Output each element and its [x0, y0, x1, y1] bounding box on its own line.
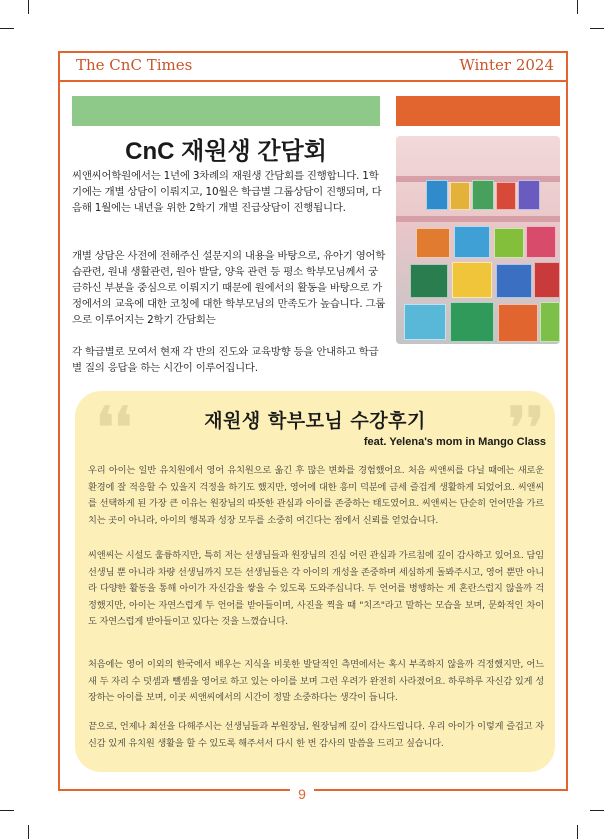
article-title: CnC 재원생 간담회: [125, 138, 327, 165]
crop-mark: [577, 825, 578, 839]
page-number: [0, 786, 604, 802]
publication-name: The CnC Times: [76, 56, 193, 74]
review-byline: feat. Yelena's mom in Mango Class: [363, 436, 546, 448]
review-paragraph: 끝으로, 언제나 최선을 다해주시는 선생님들과 부원장님, 원장님께 깊이 감사드립니다. 우리 아이가 이렇게 즐겁고 자신감 있게 유치원 생활을 할 수 있도록 해주셔서 다시 한 번 감사의 말씀을 드리고 싶습니다.: [88, 721, 544, 749]
article-paragraph: 개별 상담은 사전에 전해주신 설문지의 내용을 바탕으로, 유아기 영어학습관련, 원내 생활관련, 원아 발달, 양육 관련 등 평소 학부모님께서 궁금하신 부분을 중심으로 이뤄지기 때문에 원에서의 활동을 바탕으로 가정에서의 교육에 대한 코칭에 대한 학부모님의 만족도가 높습니다. 그룹으로 이루어지는 2학기 간담회는: [72, 250, 386, 326]
page-number-label: 9: [290, 786, 314, 802]
crop-mark: [28, 0, 29, 14]
review-paragraph: 처음에는 영어 이외의 한국에서 배우는 지식을 비롯한 발달적인 측면에서는 혹시 부족하지 않을까 걱정했지만, 어느새 두 자리 수 덧셈과 뺄셈을 영어로 하고 있는 아이를 보며 그런 우려가 완전히 사라졌어요. 하루하루 자신감 있게 성장하는 아이를 보며, 이곳 씨앤씨에서의 시간이 정말 소중하다는 생각이 듭니다.: [88, 659, 544, 703]
close-quote-icon: ❜❜: [508, 395, 545, 461]
orange-accent-bar: [396, 96, 560, 126]
crop-mark: [590, 28, 604, 29]
masthead-divider: [58, 80, 568, 82]
review-paragraph: 씨앤씨는 시설도 훌륭하지만, 특히 저는 선생님들과 원장님의 진심 어린 관심과 가르침에 깊이 감사하고 있어요. 담임선생님 뿐 아니라 차량 선생님까지 모든 선생님들은 각 아이의 개성을 존중하며 세심하게 돌봐주시고, 영어 뿐만 아니라 다양한 활동을 통해 아이가 자신감을 쌓을 수 있도록 도와주십니다. 두 언어를 병행하는 게 혼란스럽지 않을까 걱정했지만, 아이는 자연스럽게 두 언어를 받아들이며, 사진을 찍을 때 "치즈"라고 말하는 모습을 보며, 문화적인 차이도 자연스럽게 받아들이고 있다는 것을 느꼈습니다.: [88, 550, 544, 627]
review-paragraph: 우리 아이는 일반 유치원에서 영어 유치원으로 옮긴 후 많은 변화를 경험했어요. 처음 씨앤씨를 다닐 때에는 새로운 환경에 잘 적응할 수 있을지 걱정을 하기도 했지만, 영어에 대한 흥미 덕분에 금세 즐겁게 생활하게 되었어요. 씨앤씨를 선택하게 된 가장 큰 이유는 원장님의 따뜻한 관심과 아이를 존중하는 태도였어요. 씨앤씨는 단순히 언어만을 가르치는 곳이 아니라, 아이의 행복과 성장 모두를 소중히 여긴다는 점에서 신뢰를 얻었습니다.: [88, 465, 544, 526]
crop-mark: [0, 28, 14, 29]
crop-mark: [28, 825, 29, 839]
crop-mark: [590, 810, 604, 811]
open-quote-icon: ❛❛: [96, 395, 133, 461]
article-paragraph: 씨앤씨어학원에서는 1년에 3차례의 재원생 간담회를 진행합니다. 1학기에는 개별 상담이 이뤄지고, 10월은 학급별 그룹상담이 진행되며, 다음해 1월에는 내년을 위한 2학기 개별 진급상담이 진행됩니다.: [72, 170, 382, 214]
green-accent-bar: [72, 96, 380, 126]
bookshelf-photo: [396, 136, 560, 344]
crop-mark: [577, 0, 578, 14]
crop-mark: [0, 810, 14, 811]
issue-label: Winter 2024: [459, 56, 554, 74]
review-title: 재원생 학부모님 수강후기: [204, 410, 426, 432]
article-paragraph: 각 학급별로 모여서 현재 각 반의 진도와 교육방향 등을 안내하고 학급별 질의 응답을 하는 시간이 이루어집니다.: [72, 346, 379, 374]
